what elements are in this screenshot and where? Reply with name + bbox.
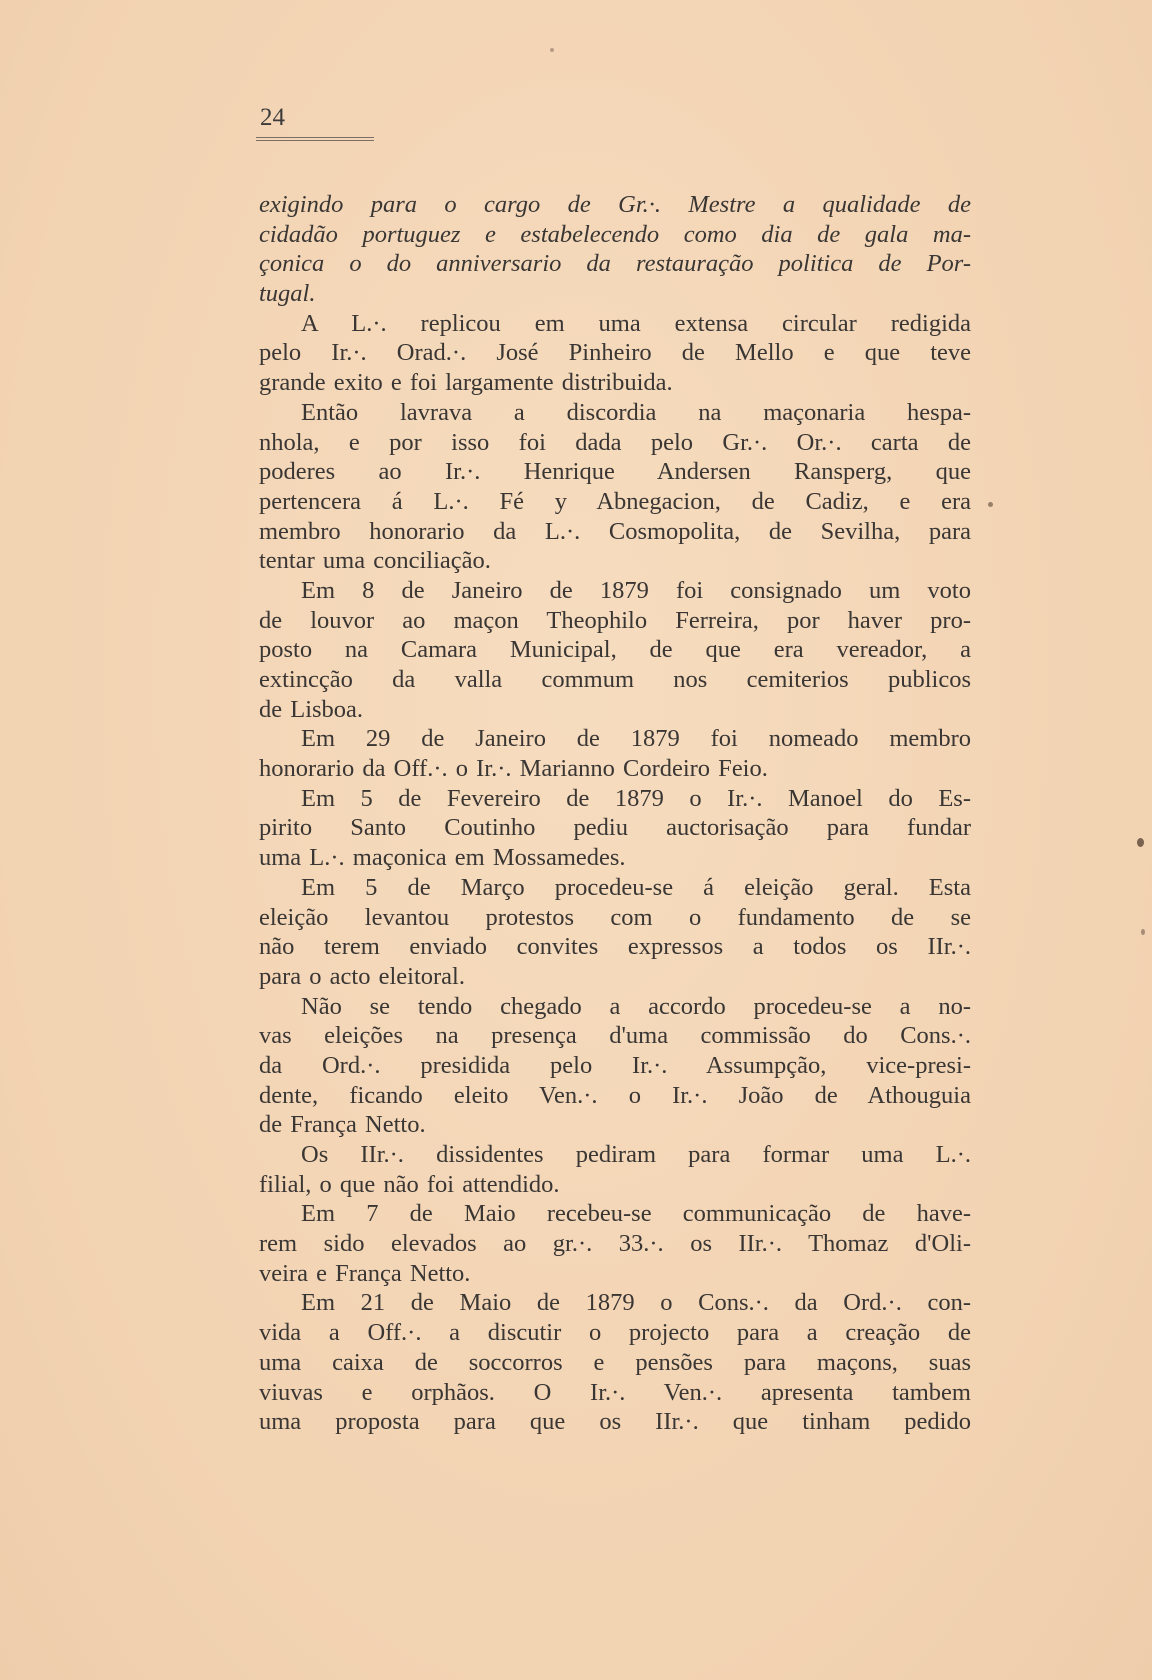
text-line: poderes ao Ir.·. Henrique Andersen Ransperg, que bbox=[259, 458, 971, 486]
text-line: viuvas e orphãos. O Ir.·. Ven.·. apresenta tambem bbox=[259, 1378, 971, 1406]
paper-speck bbox=[1137, 838, 1144, 847]
paper-speck bbox=[550, 48, 554, 52]
text-line: eleição levantou protestos com o fundamento de se bbox=[259, 903, 971, 931]
text-line: grande exito e foi largamente distribuida. bbox=[259, 369, 673, 397]
page-number-rule bbox=[256, 137, 374, 141]
text-line: Em 5 de Março procedeu-se á eleição geral. Esta bbox=[301, 873, 971, 901]
page-number: 24 bbox=[260, 104, 285, 131]
text-line: Em 5 de Fevereiro de 1879 o Ir.·. Manoel do Es- bbox=[301, 784, 971, 812]
text-line: de França Netto. bbox=[259, 1111, 426, 1139]
text-line: dente, ficando eleito Ven.·. o Ir.·. João de Athouguia bbox=[259, 1081, 971, 1109]
paper-speck bbox=[1141, 929, 1145, 935]
text-line: Em 21 de Maio de 1879 o Cons.·. da Ord.·. con- bbox=[301, 1289, 971, 1317]
text-line: vas eleições na presença d'uma commissão do Cons.·. bbox=[259, 1022, 971, 1050]
text-line: A L.·. replicou em uma extensa circular redigida bbox=[301, 309, 971, 337]
text-line: de louvor ao maçon Theophilo Ferreira, por haver pro- bbox=[259, 606, 971, 634]
text-line: extincção da valla commum nos cemiterios publicos bbox=[259, 666, 971, 693]
text-line: posto na Camara Municipal, de que era vereador, a bbox=[259, 636, 971, 664]
body-text bbox=[259, 190, 971, 1437]
text-line: de Lisboa. bbox=[259, 695, 364, 723]
text-line: exigindo para o cargo de Gr.·. Mestre a qualidade de bbox=[259, 191, 971, 218]
text-line: Não se tendo chegado a accordo procedeu-se a no- bbox=[301, 992, 971, 1020]
text-line: uma L.·. maçonica em Mossamedes. bbox=[259, 844, 626, 872]
text-line: Em 7 de Maio recebeu-se communicação de have- bbox=[301, 1200, 971, 1228]
text-line: tentar uma conciliação. bbox=[259, 547, 491, 575]
text-line: nhola, e por isso foi dada pelo Gr.·. Or.·. carta de bbox=[259, 428, 971, 456]
paper-speck bbox=[988, 502, 993, 507]
text-line: filial, o que não foi attendido. bbox=[259, 1170, 560, 1198]
text-line: Os IIr.·. dissidentes pediram para formar uma L.·. bbox=[301, 1141, 971, 1168]
text-line: pertencera á L.·. Fé y Abnegacion, de Cadiz, e era bbox=[259, 487, 971, 515]
text-line: pirito Santo Coutinho pediu auctorisação para fundar bbox=[259, 814, 971, 842]
text-line: cidadão portuguez e estabelecendo como dia de gala ma- bbox=[259, 220, 971, 248]
text-line: uma caixa de soccorros e pensões para maçons, suas bbox=[259, 1348, 971, 1376]
text-line: çonica o do anniversario da restauração politica de Por- bbox=[259, 250, 971, 278]
text-line: honorario da Off.·. o Ir.·. Marianno Cordeiro Feio. bbox=[259, 755, 768, 783]
text-line: Em 8 de Janeiro de 1879 foi consignado um voto bbox=[301, 576, 971, 604]
text-line: Em 29 de Janeiro de 1879 foi nomeado membro bbox=[301, 725, 971, 753]
text-line: membro honorario da L.·. Cosmopolita, de Sevilha, para bbox=[259, 517, 971, 545]
text-line: da Ord.·. presidida pelo Ir.·. Assumpção, vice-presi- bbox=[259, 1051, 971, 1079]
text-line: uma proposta para que os IIr.·. que tinham pedido bbox=[259, 1408, 971, 1436]
text-line: tugal. bbox=[259, 280, 316, 308]
text-line: rem sido elevados ao gr.·. 33.·. os IIr.·. Thomaz d'Oli- bbox=[259, 1230, 971, 1258]
text-line: veira e França Netto. bbox=[259, 1259, 471, 1287]
text-line: vida a Off.·. a discutir o projecto para a creação de bbox=[259, 1319, 971, 1347]
text-line: para o acto eleitoral. bbox=[259, 962, 465, 990]
text-line: Então lavrava a discordia na maçonaria hespa- bbox=[301, 398, 971, 426]
text-line: não terem enviado convites expressos a todos os IIr.·. bbox=[259, 933, 971, 961]
text-line: pelo Ir.·. Orad.·. José Pinheiro de Mello e que teve bbox=[259, 339, 971, 367]
